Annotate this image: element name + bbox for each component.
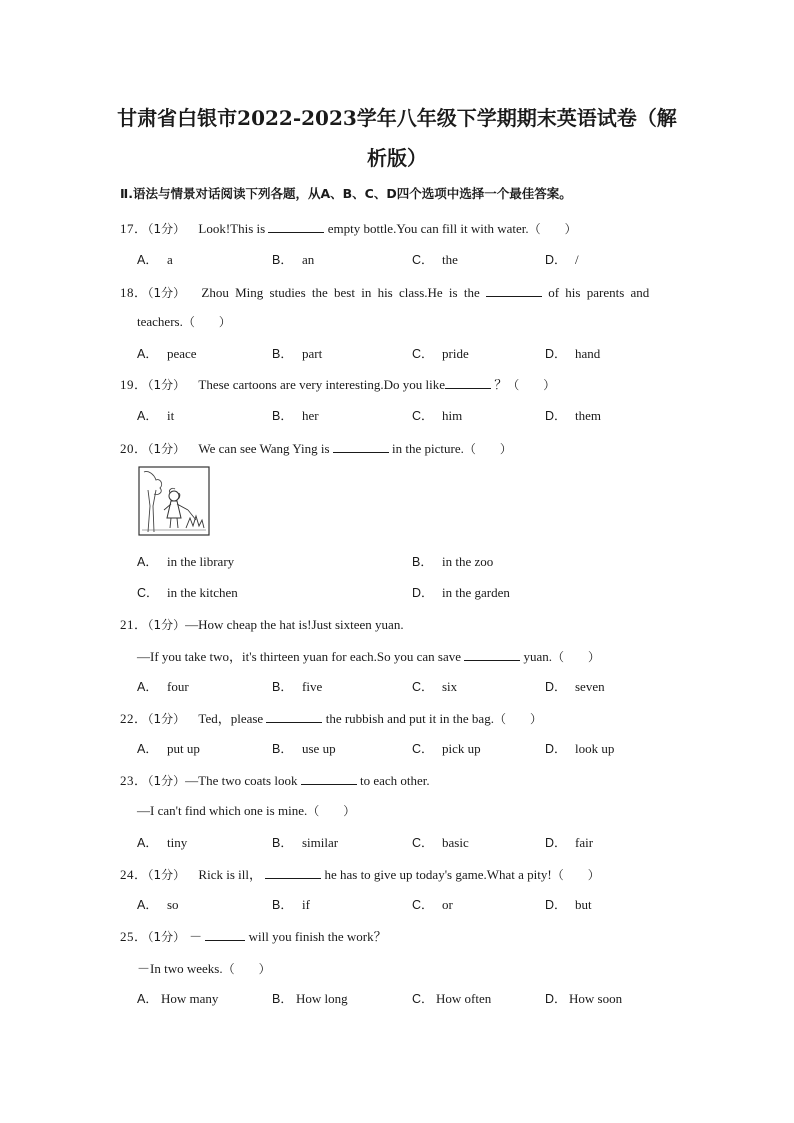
question-21 <box>120 614 404 633</box>
question-number: 21． <box>120 617 148 632</box>
question-18 <box>120 282 649 301</box>
question-text: Look!This is <box>198 221 266 236</box>
option-d[interactable]: D． in the garden <box>412 585 510 600</box>
question-text-cont: in the picture. <box>392 441 464 456</box>
answer-blank[interactable] <box>301 771 357 785</box>
answer-paren[interactable]: （ ） <box>551 868 600 882</box>
option-b[interactable]: B． an <box>272 252 315 267</box>
option-d[interactable]: D． hand <box>545 346 601 361</box>
question-text: These cartoons are very interesting.Do you like <box>198 377 445 392</box>
question-text: Ted，please <box>198 711 264 726</box>
dialog-line-2: —If you take two，it's thirteen yuan for each.So you can save <box>137 649 461 664</box>
option-b[interactable]: B． How long <box>272 991 348 1006</box>
question-points: （1分） <box>147 930 186 944</box>
option-d[interactable]: D． them <box>545 408 601 423</box>
option-a[interactable]: A． a <box>137 252 173 267</box>
question-text-cont: ？ <box>494 377 508 392</box>
question-points: （1分） <box>147 442 186 456</box>
question-number: 23． <box>120 773 148 788</box>
option-a[interactable]: A． in the library <box>137 554 235 569</box>
question-text-cont: will you finish the work？ <box>248 929 387 944</box>
question-points: （1分） <box>147 222 186 236</box>
dialog-line-2: －In two weeks. <box>137 961 223 976</box>
option-c[interactable]: C． How often <box>412 991 492 1006</box>
question-23-cont <box>137 802 355 819</box>
answer-blank[interactable] <box>486 283 542 297</box>
question-text: We can see Wang Ying is <box>198 441 330 456</box>
option-d[interactable]: D． seven <box>545 679 605 694</box>
option-a[interactable]: A． tiny <box>137 835 188 850</box>
option-c[interactable]: C． the <box>412 252 458 267</box>
option-b[interactable]: B． if <box>272 897 310 912</box>
question-number: 22． <box>120 711 148 726</box>
option-c[interactable]: C． pride <box>412 346 469 361</box>
option-d[interactable]: D． look up <box>545 741 615 756</box>
option-c[interactable]: C． in the kitchen <box>137 585 238 600</box>
dialog-line-1: —How cheap the hat is!Just sixteen yuan. <box>185 617 404 632</box>
option-b[interactable]: B． use up <box>272 741 336 756</box>
answer-paren[interactable]: （ ） <box>463 442 512 456</box>
option-a[interactable]: A． four <box>137 679 189 694</box>
option-b[interactable]: B． in the zoo <box>412 554 494 569</box>
question-points: （1分） <box>147 868 186 882</box>
question-text-cont: the rubbish and put it in the bag. <box>325 711 494 726</box>
answer-blank[interactable] <box>266 709 322 723</box>
option-c[interactable]: C． or <box>412 897 453 912</box>
question-points: （1分） <box>147 712 186 726</box>
question-text-cont: teachers. <box>137 314 183 329</box>
question-text-cont: of his parents and <box>548 285 650 300</box>
girl-in-garden-illustration <box>138 466 210 536</box>
question-23 <box>120 770 430 789</box>
option-b[interactable]: B． similar <box>272 835 339 850</box>
option-c[interactable]: C． six <box>412 679 458 694</box>
question-text: Rick is ill， <box>198 867 262 882</box>
question-25 <box>120 926 387 945</box>
answer-blank[interactable] <box>333 439 389 453</box>
option-c[interactable]: C． basic <box>412 835 469 850</box>
option-a[interactable]: A． it <box>137 408 175 423</box>
question-text: Zhou Ming studies the best in his class.He is the <box>201 285 480 300</box>
question-number: 17． <box>120 221 148 236</box>
question-text: － <box>189 929 203 944</box>
option-d[interactable]: D． How soon <box>545 991 623 1006</box>
answer-paren[interactable]: （ ） <box>307 804 356 818</box>
answer-blank[interactable] <box>268 219 324 233</box>
question-text-cont: yuan. <box>523 649 553 664</box>
answer-blank[interactable] <box>265 865 321 879</box>
answer-paren[interactable]: （ ） <box>222 962 271 976</box>
answer-paren[interactable]: （ ） <box>507 378 556 392</box>
question-17 <box>120 218 577 237</box>
question-points: （1分） <box>147 286 186 300</box>
question-number: 25． <box>120 929 148 944</box>
option-a[interactable]: A． so <box>137 897 179 912</box>
answer-paren[interactable]: （ ） <box>182 315 231 329</box>
section-heading: Ⅱ.语法与情景对话阅读下列各题，从A、B、C、D四个选项中选择一个最佳答案。 <box>120 186 572 201</box>
option-b[interactable]: B． five <box>272 679 323 694</box>
question-24 <box>120 864 600 883</box>
question-22 <box>120 708 542 727</box>
page-title: 甘肃省白银市2022-2023学年八年级下学期期末英语试卷（解析版） <box>117 106 677 170</box>
question-20 <box>120 438 512 457</box>
option-c[interactable]: C． him <box>412 408 463 423</box>
option-d[interactable]: D． but <box>545 897 592 912</box>
question-number: 24． <box>120 867 148 882</box>
option-a[interactable]: A． put up <box>137 741 200 756</box>
question-21-cont <box>137 646 600 665</box>
question-number: 19． <box>120 377 148 392</box>
question-points: （1分） <box>147 618 186 632</box>
answer-paren[interactable]: （ ） <box>493 712 542 726</box>
question-number: 18． <box>120 285 148 300</box>
answer-blank[interactable] <box>464 647 520 661</box>
dialog-line-2: —I can't find which one is mine. <box>137 803 308 818</box>
question-number: 20． <box>120 441 148 456</box>
option-d[interactable]: D． / <box>545 252 579 267</box>
question-18-cont <box>137 313 231 330</box>
question-points: （1分） <box>147 774 186 788</box>
option-b[interactable]: B． part <box>272 346 323 361</box>
answer-paren[interactable]: （ ） <box>552 650 601 664</box>
question-text-cont: to each other. <box>359 773 430 788</box>
option-c[interactable]: C． pick up <box>412 741 481 756</box>
question-text-cont: empty bottle.You can fill it with water. <box>327 221 529 236</box>
option-a[interactable]: A． How many <box>137 991 219 1006</box>
question-19 <box>120 374 555 393</box>
question-points: （1分） <box>147 378 186 392</box>
question-25-cont <box>137 958 271 977</box>
option-a[interactable]: A． peace <box>137 346 197 361</box>
option-b[interactable]: B． her <box>272 408 319 423</box>
answer-paren[interactable]: （ ） <box>528 222 577 236</box>
option-d[interactable]: D． fair <box>545 835 594 850</box>
question-text: —The two coats look <box>185 773 298 788</box>
question-text-cont: he has to give up today's game.What a pity! <box>324 867 552 882</box>
answer-blank[interactable] <box>445 375 491 389</box>
answer-blank[interactable] <box>205 927 245 941</box>
